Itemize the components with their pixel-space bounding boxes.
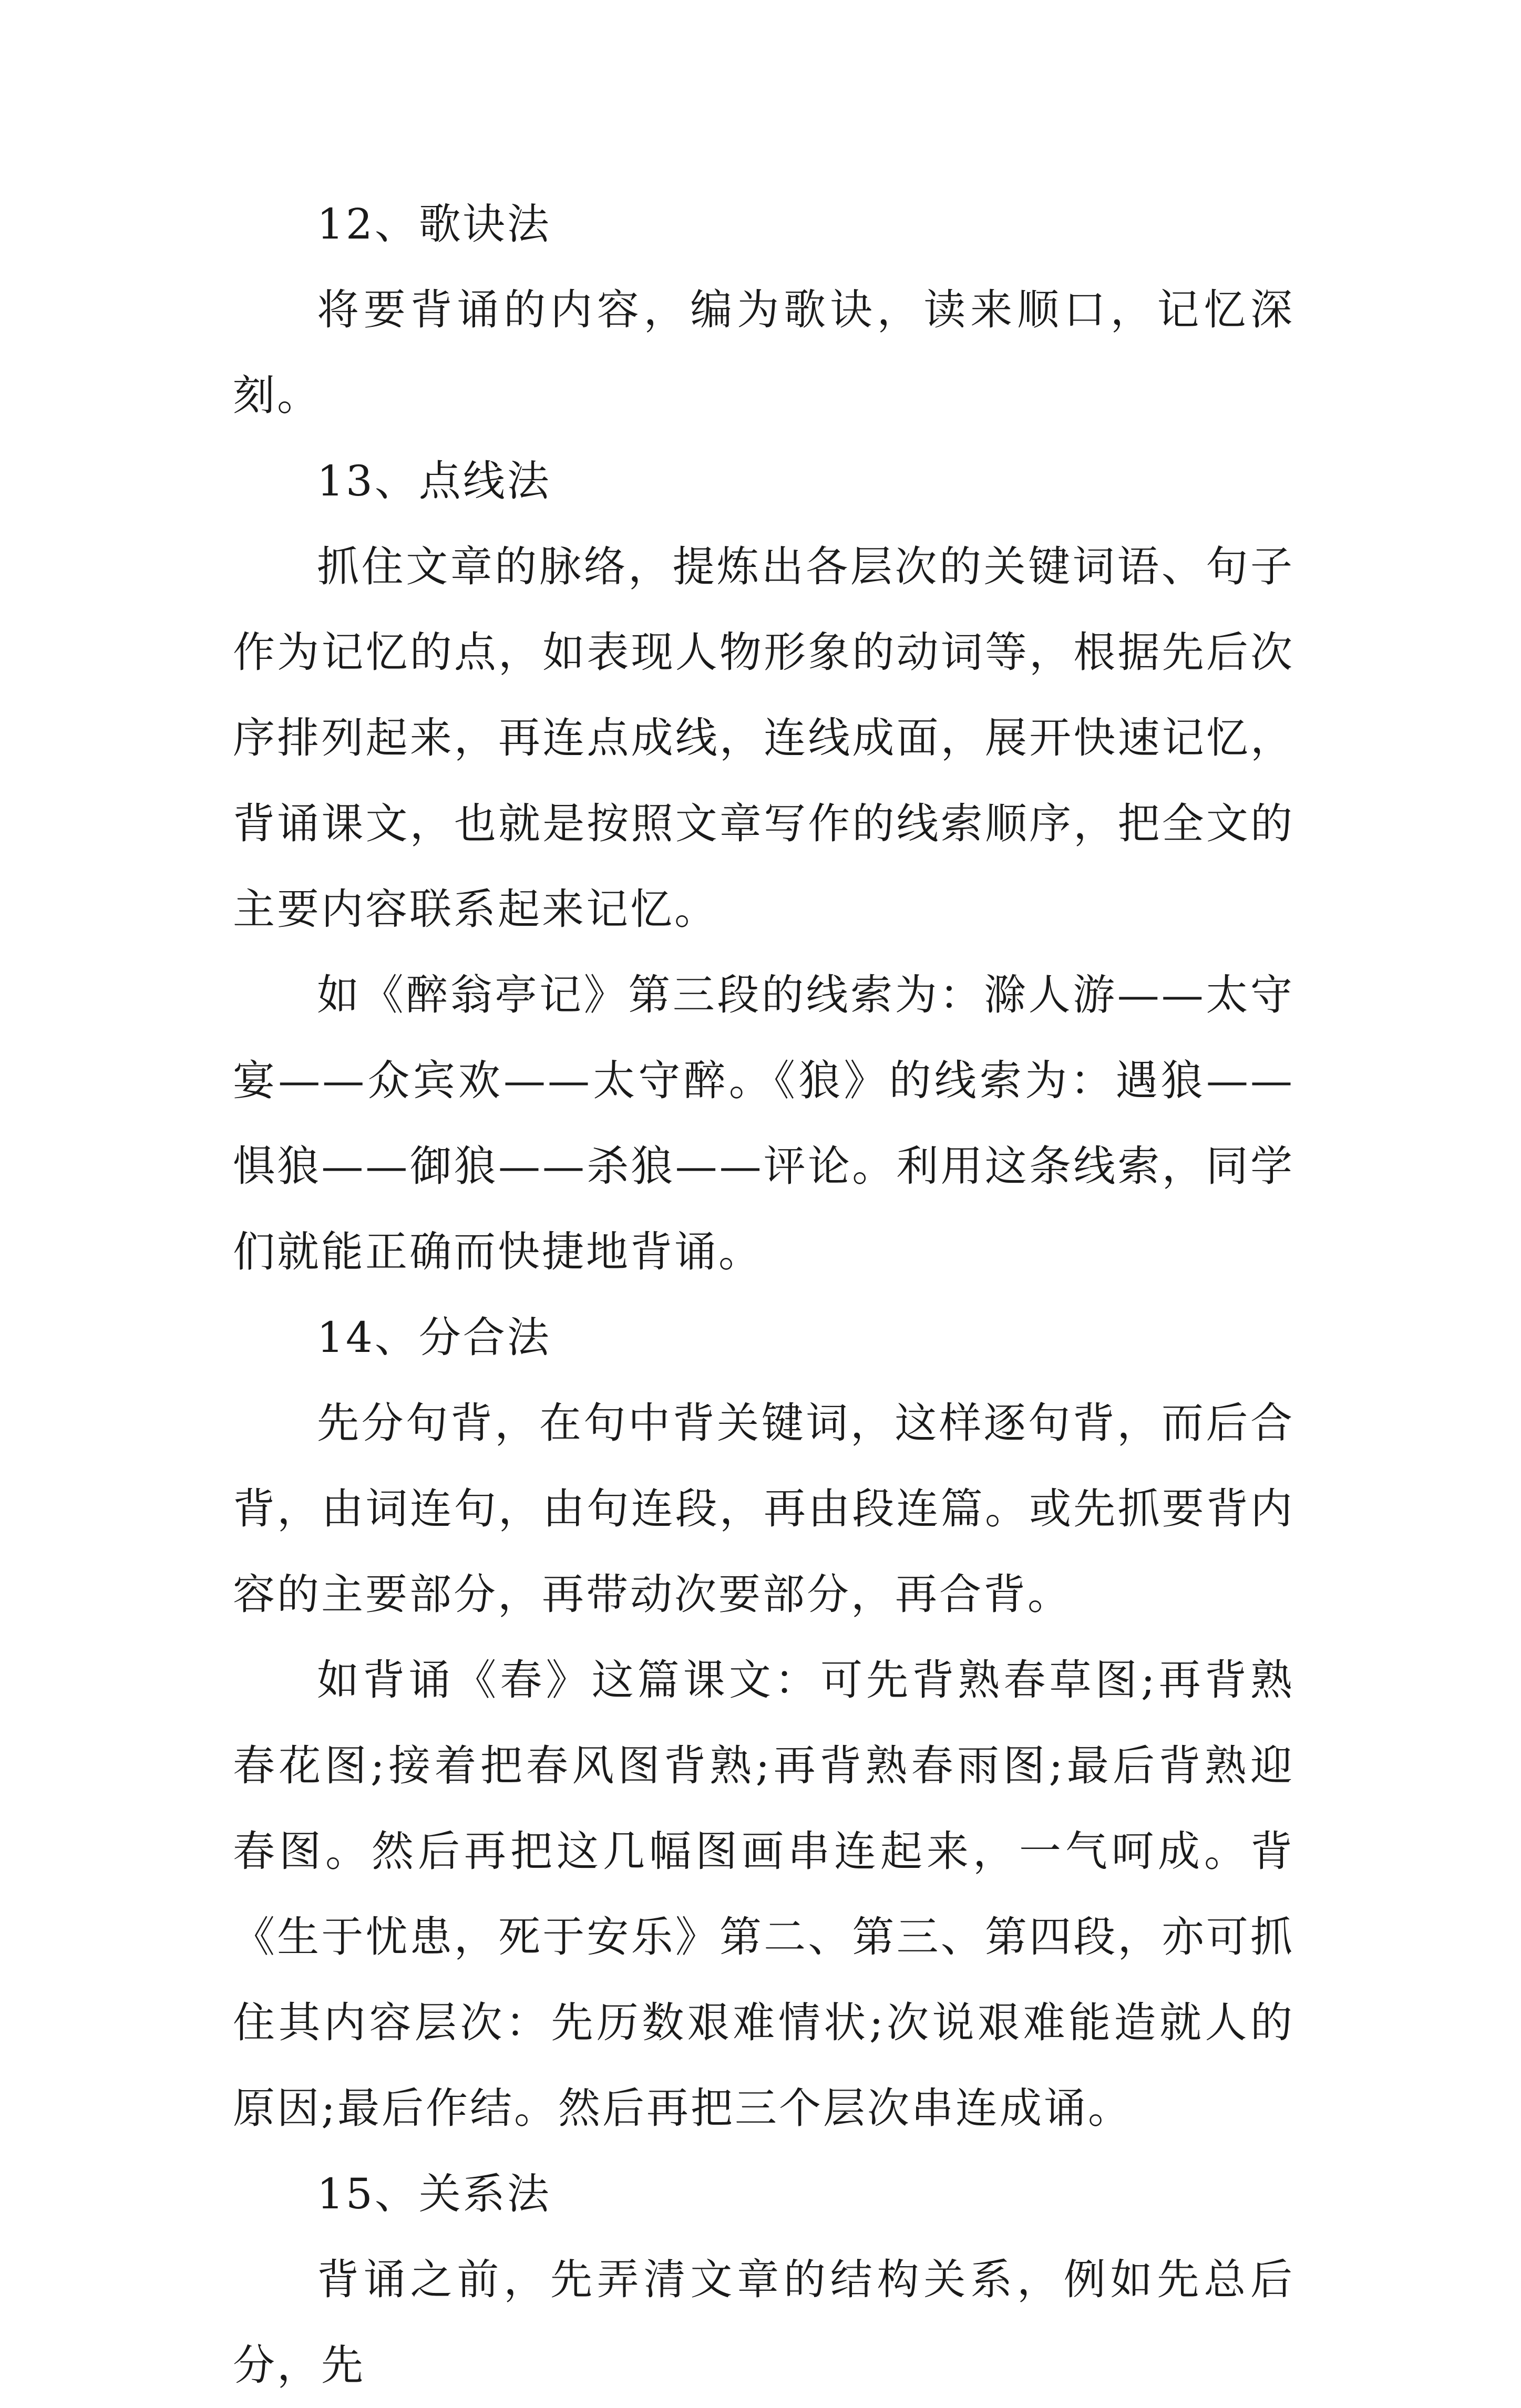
paragraph-12-body: 将要背诵的内容，编为歌诀，读来顺口，记忆深刻。 — [233, 285, 1294, 420]
paragraph-14-example: 如背诵《春》这篇课文：可先背熟春草图;再背熟春花图;接着把春风图背熟;再背熟春雨图;最后背熟迎春图。然后再把这几幅图画串连起来，一气呵成。背《生于忧患，死于安乐》第二、第三、第四段，亦可抓住其内容层次：先历数艰难情状;次说艰难能造就人的原因;最后作结。然后再把三个层次串连成诵。 — [233, 1656, 1294, 2133]
paragraph-13-example: 如《醉翁亭记》第三段的线索为：滁人游——太守宴——众宾欢——太守醉。《狼》的线索为：遇狼——惧狼——御狼——杀狼——评论。利用这条线索，同学们就能正确而快捷地背诵。 — [233, 970, 1294, 1276]
section-heading-15: 15、关系法 — [317, 2169, 551, 2218]
paragraph-13-body: 抓住文章的脉络，提炼出各层次的关键词语、句子作为记忆的点，如表现人物形象的动词等，根据先后次序排列起来，再连点成线，连线成面，展开快速记忆，背诵课文，也就是按照文章写作的线索顺序，把全文的主要内容联系起来记忆。 — [233, 542, 1294, 934]
section-heading-12: 12、歌诀法 — [317, 200, 551, 249]
paragraph-15-body: 背诵之前，先弄清文章的结构关系，例如先总后分，先 — [233, 2255, 1294, 2390]
section-heading-14: 14、分合法 — [317, 1313, 551, 1362]
section-heading-13: 13、点线法 — [317, 457, 551, 505]
document-body — [233, 181, 1294, 2408]
paragraph-14-body: 先分句背，在句中背关键词，这样逐句背，而后合背，由词连句，由句连段，再由段连篇。或先抓要背内容的主要部分，再带动次要部分，再合背。 — [233, 1399, 1294, 1619]
